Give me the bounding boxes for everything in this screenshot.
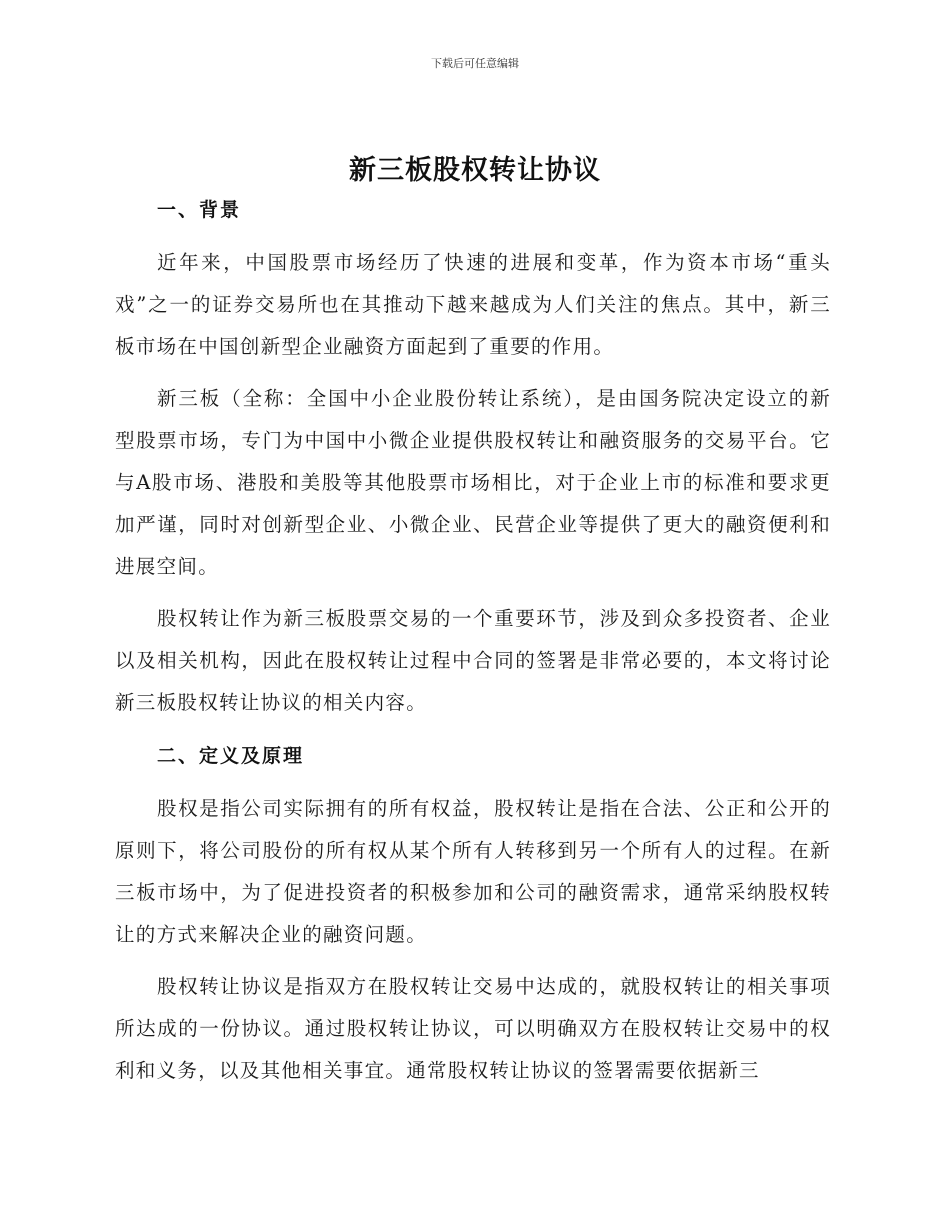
document-title: 新三板股权转让协议: [349, 155, 601, 186]
paragraph-background-2: 新三板（全称：全国中小企业股份转让系统），是由国务院决定设立的新型股票市场，专门为中国中小微企业提供股权转让和融资服务的交易平台。它与A股市场、港股和美股等其他股票市场相比，对于企业上市的标准和要求更加严谨，同时对创新型企业、小微企业、民营企业等提供了更大的融资便利和进展空间。: [115, 387, 831, 578]
section-heading-definition: 二、定义及原理: [157, 745, 305, 767]
paragraph-definition-2: 股权转让协议是指双方在股权转让交易中达成的，就股权转让的相关事项所达成的一份协议。通过股权转让协议，可以明确双方在股权转让交易中的权利和义务，以及其他相关事宜。通常股权转让协议的签署需要依据新三: [115, 975, 831, 1082]
paragraph-definition-1: 股权是指公司实际拥有的所有权益，股权转让是指在合法、公正和公开的原则下，将公司股份的所有权从某个所有人转移到另一个所有人的过程。在新三板市场中，为了促进投资者的积极参加和公司的融资需求，通常采纳股权转让的方式来解决企业的融资问题。: [115, 797, 831, 946]
paragraph-background-1: 近年来，中国股票市场经历了快速的进展和变革，作为资本市场“重头戏”之一的证券交易所也在其推动下越来越成为人们关注的焦点。其中，新三板市场在中国创新型企业融资方面起到了重要的作用。: [115, 251, 831, 358]
paragraph-background-3: 股权转让作为新三板股票交易的一个重要环节，涉及到众多投资者、企业以及相关机构，因此在股权转让过程中合同的签署是非常必要的，本文将讨论新三板股权转让协议的相关内容。: [115, 607, 831, 714]
document-body: [115, 192, 831, 1102]
header-note: 下载后可任意编辑: [431, 57, 519, 70]
section-heading-background: 一、背景: [157, 199, 242, 221]
